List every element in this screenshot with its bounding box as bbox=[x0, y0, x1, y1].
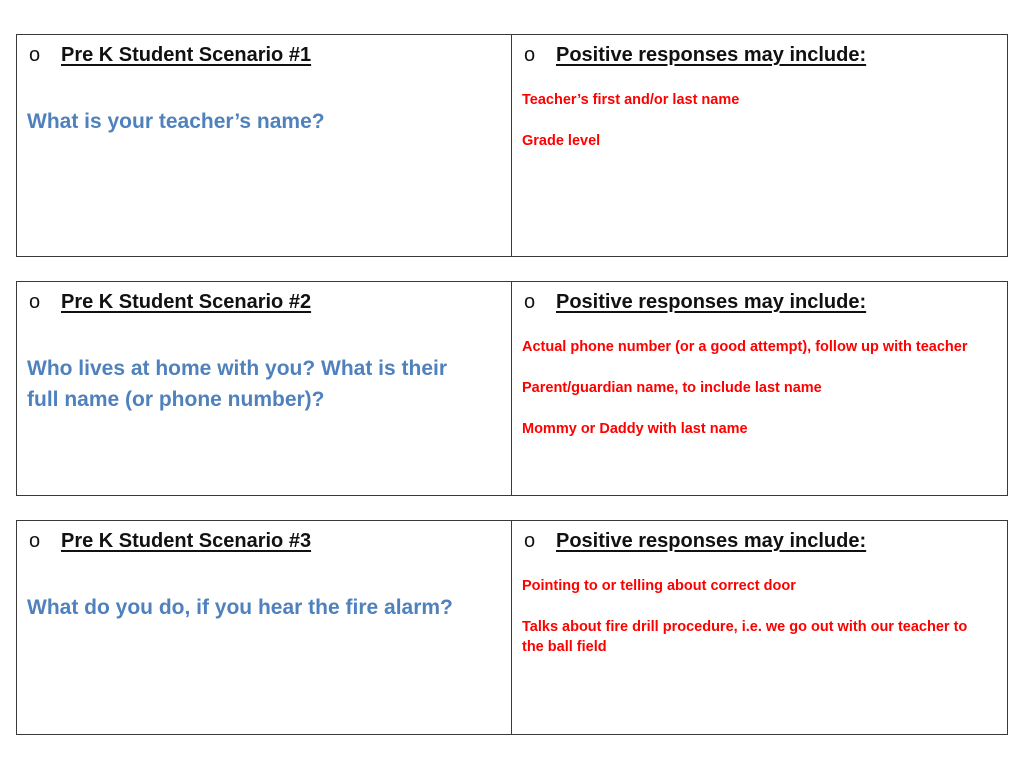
scenario-heading bbox=[27, 530, 501, 554]
scenario-heading bbox=[27, 44, 501, 68]
bullet-icon: o bbox=[524, 291, 536, 313]
responses-title: Positive responses may include: bbox=[556, 530, 867, 552]
responses-cell bbox=[512, 282, 1007, 495]
response-item: Teacher’s first and/or last name bbox=[522, 92, 740, 108]
bullet-icon: o bbox=[524, 44, 536, 66]
scenario-question: What do you do, if you hear the fire alarm? bbox=[27, 596, 453, 619]
bullet-icon: o bbox=[29, 44, 41, 66]
response-item: Grade level bbox=[522, 133, 601, 149]
response-item: Parent/guardian name, to include last name bbox=[522, 380, 822, 396]
responses-title: Positive responses may include: bbox=[556, 291, 867, 313]
responses-cell bbox=[512, 35, 1007, 256]
scenario-question: Who lives at home with you? What is their full name (or phone number)? bbox=[27, 357, 448, 411]
response-item: Mommy or Daddy with last name bbox=[522, 421, 748, 437]
scenario-cell bbox=[17, 521, 512, 734]
scenario-table-1 bbox=[16, 34, 1008, 257]
response-item: Actual phone number (or a good attempt), follow up with teacher bbox=[522, 339, 968, 355]
scenario-cell bbox=[17, 35, 512, 256]
bullet-icon: o bbox=[29, 291, 41, 313]
scenario-title: Pre K Student Scenario #1 bbox=[61, 44, 312, 66]
responses-list bbox=[522, 576, 997, 657]
response-item: Talks about fire drill procedure, i.e. we go out with our teacher to the ball field bbox=[522, 619, 968, 655]
scenario-question: What is your teacher’s name? bbox=[27, 110, 325, 133]
scenario-table-2 bbox=[16, 281, 1008, 496]
bullet-icon: o bbox=[29, 530, 41, 552]
responses-title: Positive responses may include: bbox=[556, 44, 867, 66]
scenario-heading bbox=[27, 291, 501, 315]
responses-heading bbox=[522, 44, 997, 68]
responses-list bbox=[522, 90, 997, 151]
scenario-title: Pre K Student Scenario #3 bbox=[61, 530, 312, 552]
scenario-cell bbox=[17, 282, 512, 495]
response-item: Pointing to or telling about correct door bbox=[522, 578, 796, 594]
responses-list bbox=[522, 337, 997, 439]
responses-heading bbox=[522, 530, 997, 554]
bullet-icon: o bbox=[524, 530, 536, 552]
scenario-title: Pre K Student Scenario #2 bbox=[61, 291, 312, 313]
responses-cell bbox=[512, 521, 1007, 734]
scenario-table-3 bbox=[16, 520, 1008, 735]
responses-heading bbox=[522, 291, 997, 315]
